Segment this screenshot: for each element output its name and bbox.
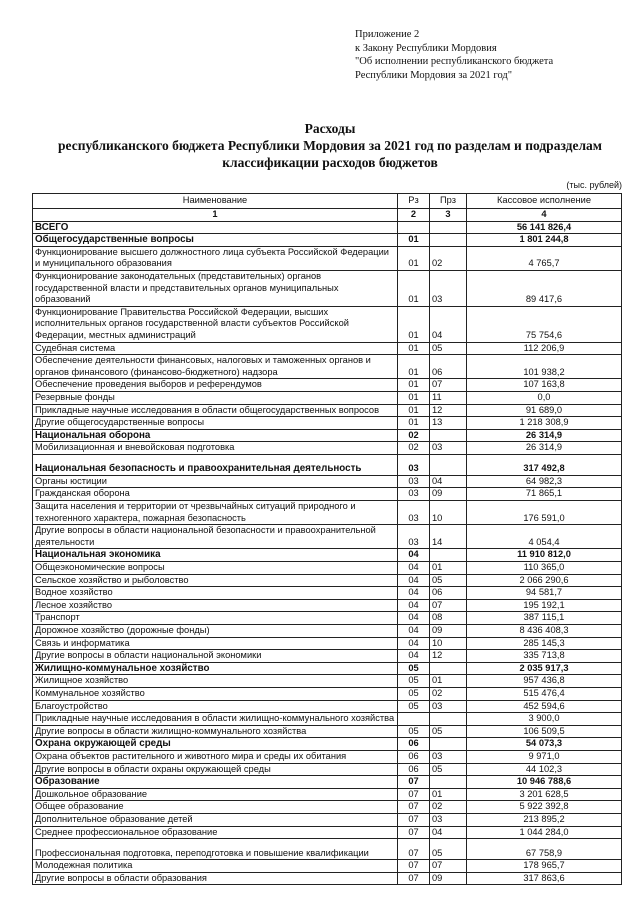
appendix-line: Приложение 2 <box>355 29 420 40</box>
row-name: Защита населения и территории от чрезвычайных ситуаций природного и техногенного характера, пожарная безопасность <box>33 501 398 525</box>
row-value: 71 865,1 <box>467 488 622 501</box>
row-name: Обеспечение проведения выборов и референдумов <box>33 379 398 392</box>
row-rz: 07 <box>398 813 430 826</box>
row-value: 1 218 308,9 <box>467 417 622 430</box>
table-row <box>33 826 622 839</box>
row-rz <box>398 221 430 234</box>
row-rz: 03 <box>398 454 430 475</box>
table-row <box>33 750 622 763</box>
row-value: 67 758,9 <box>467 839 622 860</box>
table-row <box>33 475 622 488</box>
row-value: 64 982,3 <box>467 475 622 488</box>
row-prz: 03 <box>430 750 467 763</box>
row-value: 195 192,1 <box>467 599 622 612</box>
row-prz: 07 <box>430 599 467 612</box>
row-name: Сельское хозяйство и рыболовство <box>33 574 398 587</box>
row-name: Функционирование законодательных (представительных) органов государственной власти и представительных органов муниципальных образований <box>33 270 398 306</box>
row-name: Национальная оборона <box>33 429 398 442</box>
row-value: 176 591,0 <box>467 501 622 525</box>
row-rz <box>398 713 430 726</box>
row-value: 110 365,0 <box>467 562 622 575</box>
row-prz: 01 <box>430 562 467 575</box>
row-name: Судебная система <box>33 342 398 355</box>
row-prz <box>430 776 467 789</box>
table-row <box>33 355 622 379</box>
row-value: 317 492,8 <box>467 454 622 475</box>
row-prz: 07 <box>430 860 467 873</box>
row-rz: 05 <box>398 700 430 713</box>
title-line: республиканского бюджета Республики Мордовия за 2021 год по разделам и подразделам <box>58 138 602 153</box>
header-value: Кассовое исполнение <box>467 194 622 209</box>
row-value: 1 044 284,0 <box>467 826 622 839</box>
table-row <box>33 713 622 726</box>
row-name: Гражданская оборона <box>33 488 398 501</box>
row-value: 26 314,9 <box>467 442 622 455</box>
table-row <box>33 650 622 663</box>
row-rz: 01 <box>398 270 430 306</box>
header-name: Наименование <box>33 194 398 209</box>
column-number: 3 <box>430 209 467 222</box>
table-row <box>33 246 622 270</box>
row-value: 515 476,4 <box>467 687 622 700</box>
table-row <box>33 763 622 776</box>
table-row <box>33 725 622 738</box>
row-rz: 01 <box>398 246 430 270</box>
row-prz: 05 <box>430 574 467 587</box>
column-number-row <box>33 209 622 222</box>
table-body <box>33 221 622 885</box>
row-rz: 07 <box>398 872 430 885</box>
table-row <box>33 872 622 885</box>
row-rz: 01 <box>398 391 430 404</box>
row-value: 387 115,1 <box>467 612 622 625</box>
row-name: Национальная экономика <box>33 549 398 562</box>
row-value: 178 965,7 <box>467 860 622 873</box>
row-name: Другие общегосударственные вопросы <box>33 417 398 430</box>
row-rz: 07 <box>398 801 430 814</box>
row-prz: 01 <box>430 675 467 688</box>
row-prz: 03 <box>430 813 467 826</box>
row-name: Дорожное хозяйство (дорожные фонды) <box>33 625 398 638</box>
row-name: Прикладные научные исследования в области жилищно-коммунального хозяйства <box>33 713 398 726</box>
row-rz: 01 <box>398 417 430 430</box>
header-prz: Прз <box>430 194 467 209</box>
row-name: Жилищно-коммунальное хозяйство <box>33 662 398 675</box>
row-name: Коммунальное хозяйство <box>33 687 398 700</box>
row-value: 112 206,9 <box>467 342 622 355</box>
row-name: Органы юстиции <box>33 475 398 488</box>
row-name: Дошкольное образование <box>33 788 398 801</box>
row-rz: 02 <box>398 429 430 442</box>
table-row <box>33 404 622 417</box>
row-rz: 04 <box>398 625 430 638</box>
row-prz: 14 <box>430 525 467 549</box>
row-rz: 04 <box>398 650 430 663</box>
row-value: 452 594,6 <box>467 700 622 713</box>
table-row <box>33 599 622 612</box>
section-row <box>33 234 622 247</box>
row-rz: 03 <box>398 475 430 488</box>
row-value: 213 895,2 <box>467 813 622 826</box>
row-name: Функционирование Правительства Российской Федерации, высших исполнительных органов государственной власти субъектов Российской Федерации, местных администраций <box>33 306 398 342</box>
row-rz: 04 <box>398 549 430 562</box>
row-prz <box>430 234 467 247</box>
row-prz: 04 <box>430 475 467 488</box>
units-label: (тыс. рублей) <box>566 180 622 190</box>
column-number: 4 <box>467 209 622 222</box>
row-prz: 02 <box>430 801 467 814</box>
row-value: 10 946 788,6 <box>467 776 622 789</box>
row-rz: 01 <box>398 234 430 247</box>
row-value: 107 163,8 <box>467 379 622 392</box>
row-rz: 03 <box>398 501 430 525</box>
row-name: Благоустройство <box>33 700 398 713</box>
row-rz: 07 <box>398 860 430 873</box>
row-value: 54 073,3 <box>467 738 622 751</box>
table-row <box>33 417 622 430</box>
row-rz: 01 <box>398 379 430 392</box>
row-rz: 04 <box>398 637 430 650</box>
appendix-line: к Закону Республики Мордовия <box>355 42 497 54</box>
row-rz: 06 <box>398 750 430 763</box>
row-value: 3 201 628,5 <box>467 788 622 801</box>
row-prz: 07 <box>430 379 467 392</box>
table-row <box>33 700 622 713</box>
row-rz: 01 <box>398 342 430 355</box>
row-prz: 05 <box>430 763 467 776</box>
row-name: Водное хозяйство <box>33 587 398 600</box>
row-rz: 02 <box>398 442 430 455</box>
table-row <box>33 562 622 575</box>
row-value: 285 145,3 <box>467 637 622 650</box>
row-name: Молодежная политика <box>33 860 398 873</box>
expenditure-table <box>32 193 622 885</box>
row-name: Образование <box>33 776 398 789</box>
section-row <box>33 549 622 562</box>
table-row <box>33 306 622 342</box>
column-number: 1 <box>33 209 398 222</box>
table-row <box>33 379 622 392</box>
row-name: Общее образование <box>33 801 398 814</box>
row-value: 91 689,0 <box>467 404 622 417</box>
row-prz: 10 <box>430 501 467 525</box>
row-value: 101 938,2 <box>467 355 622 379</box>
row-value: 8 436 408,3 <box>467 625 622 638</box>
row-prz: 08 <box>430 612 467 625</box>
row-rz: 07 <box>398 826 430 839</box>
row-rz: 07 <box>398 776 430 789</box>
header-row <box>33 194 622 209</box>
row-prz: 05 <box>430 839 467 860</box>
table-row <box>33 687 622 700</box>
section-row <box>33 221 622 234</box>
table-row <box>33 501 622 525</box>
table-row <box>33 525 622 549</box>
row-value: 89 417,6 <box>467 270 622 306</box>
row-prz: 02 <box>430 687 467 700</box>
row-value: 3 900,0 <box>467 713 622 726</box>
row-rz: 03 <box>398 488 430 501</box>
row-rz: 05 <box>398 675 430 688</box>
row-rz: 05 <box>398 662 430 675</box>
row-prz: 12 <box>430 404 467 417</box>
row-prz: 10 <box>430 637 467 650</box>
row-rz: 01 <box>398 306 430 342</box>
section-row <box>33 738 622 751</box>
row-name: Общегосударственные вопросы <box>33 234 398 247</box>
row-prz: 01 <box>430 788 467 801</box>
table-row <box>33 675 622 688</box>
row-name: Другие вопросы в области национальной безопасности и правоохранительной деятельности <box>33 525 398 549</box>
row-rz: 06 <box>398 763 430 776</box>
row-value: 2 066 290,6 <box>467 574 622 587</box>
row-rz: 03 <box>398 525 430 549</box>
row-value: 4 765,7 <box>467 246 622 270</box>
row-prz: 03 <box>430 270 467 306</box>
row-name: Охрана объектов растительного и животного мира и среды их обитания <box>33 750 398 763</box>
row-name: Охрана окружающей среды <box>33 738 398 751</box>
row-rz: 04 <box>398 612 430 625</box>
row-name: Мобилизационная и вневойсковая подготовка <box>33 442 398 455</box>
row-prz: 05 <box>430 725 467 738</box>
row-value: 1 801 244,8 <box>467 234 622 247</box>
row-value: 5 922 392,8 <box>467 801 622 814</box>
table-row <box>33 839 622 860</box>
title-line: Расходы <box>304 121 356 136</box>
row-value: 317 863,6 <box>467 872 622 885</box>
column-number: 2 <box>398 209 430 222</box>
table-row <box>33 270 622 306</box>
row-name: Обеспечение деятельности финансовых, налоговых и таможенных органов и органов финансового (финансово-бюджетного) надзора <box>33 355 398 379</box>
row-name: Жилищное хозяйство <box>33 675 398 688</box>
row-value: 75 754,6 <box>467 306 622 342</box>
row-value: 11 910 812,0 <box>467 549 622 562</box>
row-prz: 03 <box>430 700 467 713</box>
row-name: Другие вопросы в области национальной экономики <box>33 650 398 663</box>
row-rz: 06 <box>398 738 430 751</box>
title-line: классификации расходов бюджетов <box>222 155 438 170</box>
table-row <box>33 391 622 404</box>
row-name: ВСЕГО <box>33 221 398 234</box>
row-prz <box>430 221 467 234</box>
table-row <box>33 860 622 873</box>
row-rz: 07 <box>398 788 430 801</box>
table-row <box>33 442 622 455</box>
table-row <box>33 637 622 650</box>
row-rz: 05 <box>398 725 430 738</box>
table-row <box>33 587 622 600</box>
section-row <box>33 454 622 475</box>
row-rz: 07 <box>398 839 430 860</box>
row-value: 957 436,8 <box>467 675 622 688</box>
row-name: Общеэкономические вопросы <box>33 562 398 575</box>
row-rz: 04 <box>398 562 430 575</box>
row-name: Профессиональная подготовка, переподготовка и повышение квалификации <box>33 839 398 860</box>
header-rz: Рз <box>398 194 430 209</box>
row-prz <box>430 662 467 675</box>
row-rz: 04 <box>398 587 430 600</box>
row-value: 26 314,9 <box>467 429 622 442</box>
row-name: Прикладные научные исследования в области общегосударственных вопросов <box>33 404 398 417</box>
document-title <box>20 120 640 171</box>
row-prz: 09 <box>430 872 467 885</box>
table-row <box>33 612 622 625</box>
row-name: Другие вопросы в области охраны окружающей среды <box>33 763 398 776</box>
section-row <box>33 662 622 675</box>
row-prz: 05 <box>430 342 467 355</box>
row-prz: 09 <box>430 488 467 501</box>
row-name: Связь и информатика <box>33 637 398 650</box>
row-value: 2 035 917,3 <box>467 662 622 675</box>
row-name: Национальная безопасность и правоохранительная деятельность <box>33 454 398 475</box>
section-row <box>33 429 622 442</box>
row-prz: 09 <box>430 625 467 638</box>
row-name: Другие вопросы в области образования <box>33 872 398 885</box>
appendix-line: "Об исполнении республиканского бюджета <box>355 56 554 67</box>
table-row <box>33 625 622 638</box>
row-value: 56 141 826,4 <box>467 221 622 234</box>
row-rz: 04 <box>398 574 430 587</box>
row-rz: 04 <box>398 599 430 612</box>
row-rz: 01 <box>398 404 430 417</box>
row-name: Транспорт <box>33 612 398 625</box>
row-prz: 06 <box>430 587 467 600</box>
row-prz: 02 <box>430 246 467 270</box>
row-prz: 04 <box>430 306 467 342</box>
row-prz: 13 <box>430 417 467 430</box>
row-prz: 06 <box>430 355 467 379</box>
row-rz: 05 <box>398 687 430 700</box>
appendix-line: Республики Мордовия за 2021 год" <box>355 69 513 81</box>
row-name: Среднее профессиональное образование <box>33 826 398 839</box>
table-row <box>33 342 622 355</box>
row-value: 0,0 <box>467 391 622 404</box>
row-value: 335 713,8 <box>467 650 622 663</box>
row-value: 9 971,0 <box>467 750 622 763</box>
row-name: Лесное хозяйство <box>33 599 398 612</box>
row-prz <box>430 738 467 751</box>
row-prz <box>430 549 467 562</box>
appendix-note <box>355 28 553 82</box>
row-name: Резервные фонды <box>33 391 398 404</box>
row-value: 106 509,5 <box>467 725 622 738</box>
section-row <box>33 776 622 789</box>
table-row <box>33 813 622 826</box>
table-row <box>33 801 622 814</box>
row-prz: 04 <box>430 826 467 839</box>
row-prz: 03 <box>430 442 467 455</box>
row-value: 44 102,3 <box>467 763 622 776</box>
row-prz: 12 <box>430 650 467 663</box>
row-value: 4 054,4 <box>467 525 622 549</box>
row-value: 94 581,7 <box>467 587 622 600</box>
table-row <box>33 488 622 501</box>
row-name: Дополнительное образование детей <box>33 813 398 826</box>
table-row <box>33 574 622 587</box>
row-prz <box>430 713 467 726</box>
row-rz: 01 <box>398 355 430 379</box>
row-prz: 11 <box>430 391 467 404</box>
row-prz <box>430 429 467 442</box>
row-name: Функционирование высшего должностного лица субъекта Российской Федерации и муниципального образования <box>33 246 398 270</box>
row-prz <box>430 454 467 475</box>
table-row <box>33 788 622 801</box>
row-name: Другие вопросы в области жилищно-коммунального хозяйства <box>33 725 398 738</box>
